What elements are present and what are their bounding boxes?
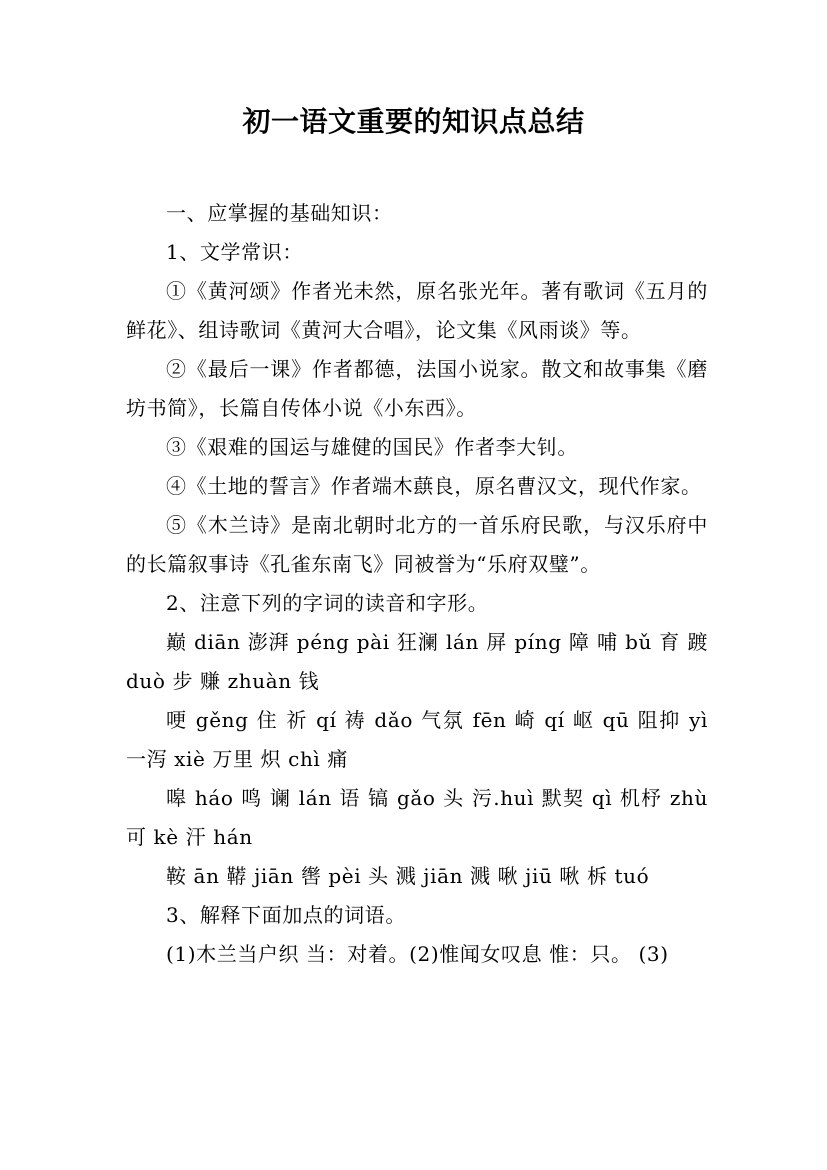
page-title: 初一语文重要的知识点总结	[242, 105, 585, 138]
subsection-heading-pronunciation: 2、注意下列的字词的读音和字形。	[166, 591, 489, 615]
subsection-heading-word-explanation: 3、解释下面加点的词语。	[166, 903, 406, 927]
literary-item-2: ②《最后一课》作者都德，法国小说家。散文和故事集《磨坊书简》，长篇自传体小说《小东西》。	[126, 357, 708, 420]
pronunciation-line-3: 嗥 háo 鸣 谰 lán 语 镐 gǎo 头 污.huì 默契 qì 机杼 zhù 可 kè 汗 hán	[126, 786, 708, 849]
literary-item-4: ④《土地的誓言》作者端木蕻良，原名曹汉文，现代作家。	[166, 474, 702, 498]
literary-item-5: ⑤《木兰诗》是南北朝时北方的一首乐府民歌，与汉乐府中的长篇叙事诗《孔雀东南飞》同被誉为“乐府双璧”。	[126, 513, 708, 576]
pronunciation-line-4: 鞍 ān 鞯 jiān 辔 pèi 头 溅 jiān 溅 啾 jiū 啾 柝 tuó	[166, 864, 650, 888]
pronunciation-line-1: 巅 diān 澎湃 péng pài 狂澜 lán 屏 píng 障 哺 bǔ 育 踱 duò 步 赚 zhuàn 钱	[126, 630, 708, 693]
literary-item-1: ①《黄河颂》作者光未然，原名张光年。著有歌词《五月的鲜花》、组诗歌词《黄河大合唱》，论文集《风雨谈》等。	[126, 279, 708, 342]
document-body	[126, 194, 708, 974]
literary-item-3: ③《艰难的国运与雄健的国民》作者李大钊。	[166, 435, 578, 459]
word-explanation-line-1: (1)木兰当户织 当：对着。(2)惟闻女叹息 惟：只。 (3)	[166, 942, 669, 966]
pronunciation-line-2: 哽 gěng 住 祈 qí 祷 dǎo 气氛 fēn 崎 qí 岖 qū 阻抑 yì 一泻 xiè 万里 炽 chì 痛	[126, 708, 708, 771]
subsection-heading-literary-knowledge: 1、文学常识：	[166, 240, 303, 264]
section-heading-basic-knowledge: 一、应掌握的基础知识：	[166, 201, 393, 225]
